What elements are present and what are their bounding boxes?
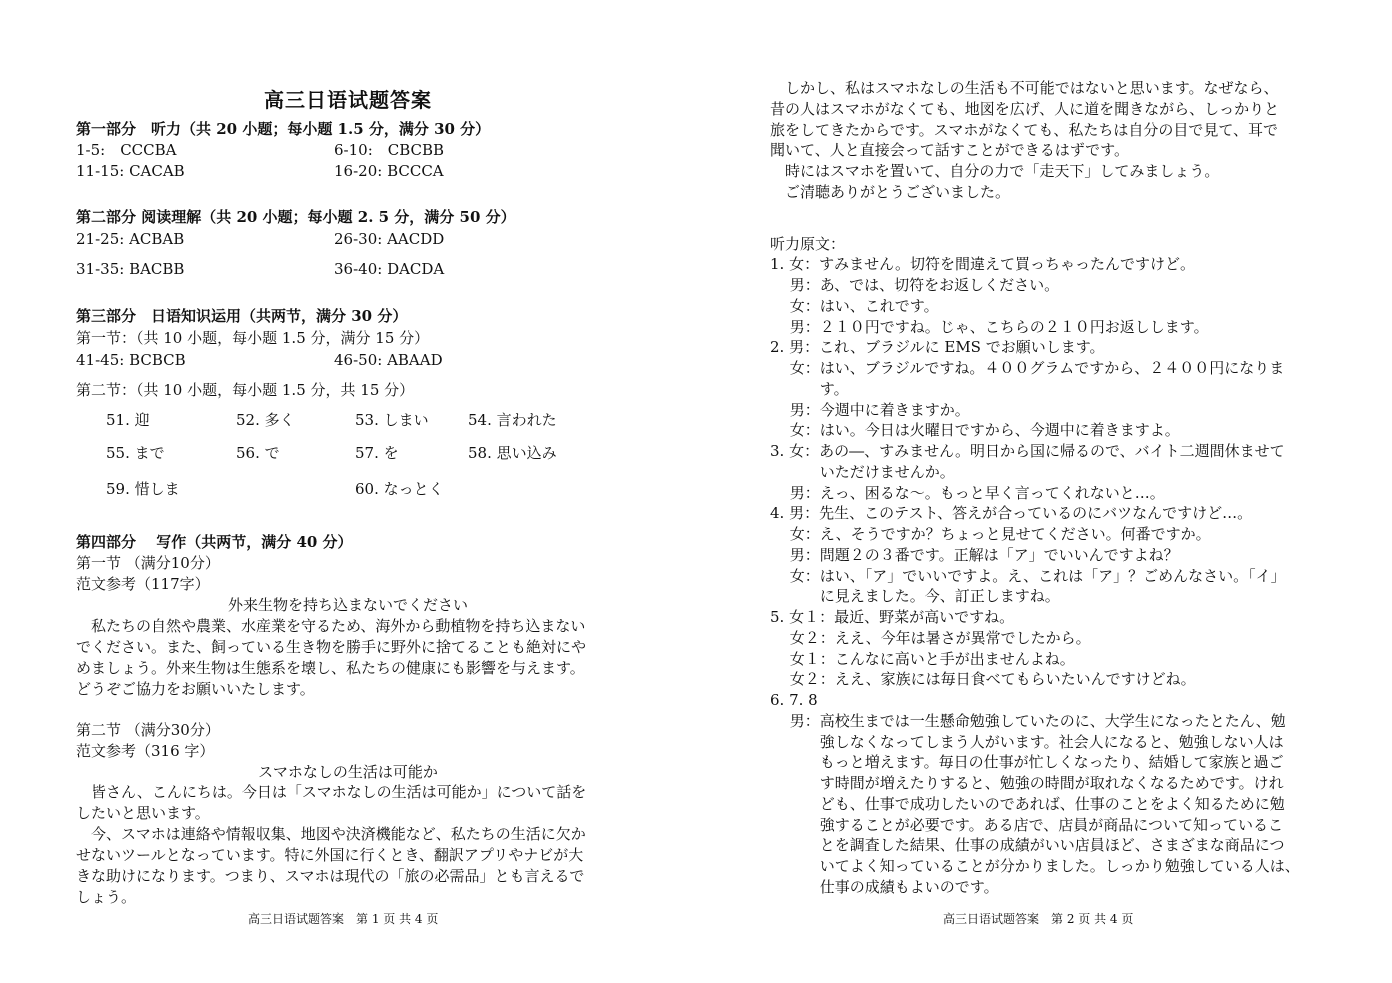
dialogue-line: 5. 女１：最近、野菜が高いですね。: [770, 608, 1015, 626]
essay2-continued-line: 旅をしてきたからです。スマホがなくても、私たちは自分の目で見て、耳で: [770, 121, 1279, 139]
essay2-continued-line: 聞いて、人と直接会って話すことができるはずです。: [770, 141, 1129, 159]
page-title: 高三日语试题答案: [264, 88, 432, 112]
answer-52: 52. 多く: [236, 411, 295, 429]
part4-section1-label: 第一节 （满分10分）: [76, 554, 220, 572]
dialogue-line: 仕事の成績もよいのです。: [770, 878, 999, 896]
part2-heading: 第二部分 阅读理解（共 20 小题；每小题 2. 5 分，满分 50 分）: [76, 208, 516, 226]
dialogue-line: 男：問題２の３番です。正解は「ア」でいいんですよね？: [770, 546, 1179, 564]
answer-53: 53. しまい: [355, 411, 429, 429]
dialogue-line: とを調査した結果、仕事の成績がいい店員ほど、さまざまな商品につ: [770, 836, 1285, 854]
answer-46-50: 46-50: ABAAD: [334, 351, 443, 369]
dialogue-line: に見えました。今、訂正しますね。: [770, 587, 1060, 605]
part3-heading: 第三部分 日语知识运用（共两节，满分 30 分）: [76, 307, 408, 325]
dialogue-line: 女：え、そうですか？ちょっと見せてください。何番ですか。: [770, 525, 1211, 543]
answer-51: 51. 迎: [106, 411, 150, 429]
essay2-continued-line: 時にはスマホを置いて、自分の力で「走天下」してみましょう。: [770, 162, 1220, 180]
essay1-line: どうぞご協力をお願いいたします。: [76, 680, 315, 698]
dialogue-line: す。: [770, 380, 849, 398]
part4-section2-ref: 范文参考（316 字）: [76, 742, 215, 760]
dialogue-line: 男：２１０円ですね。じゃ、こちらの２１０円お返しします。: [770, 318, 1209, 336]
essay1-line: 私たちの自然や農業、水産業を守るため、海外から動植物を持ち込まない: [76, 617, 586, 635]
essay1-line: めましょう。外来生物は生態系を壊し、私たちの健康にも影響を与えます。: [76, 659, 585, 677]
dialogue-line: 1. 女：すみません。切符を間違えて買っちゃったんですけど。: [770, 255, 1195, 273]
answer-6-10: 6-10: CBCBB: [334, 141, 445, 159]
answer-36-40: 36-40: DACDA: [334, 260, 445, 278]
dialogue-line: 3. 女：あの―、すみません。明日から国に帰るので、バイト二週間休ませて: [770, 442, 1285, 460]
part3-section2-label: 第二节：（共 10 小题，每小题 1.5 分，共 15 分）: [76, 381, 415, 399]
dialogue-line: 男：高校生までは一生懸命勉強していたのに、大学生になったとたん、勉: [770, 712, 1286, 730]
dialogue-line: ども、仕事で成功したいのであれば、仕事のことをよく知るために勉: [770, 795, 1285, 813]
answer-1-5: 1-5: CCCBA: [76, 141, 177, 159]
answer-16-20: 16-20: BCCCA: [334, 162, 444, 180]
essay2-title: スマホなしの生活は可能か: [258, 763, 438, 781]
essay2-continued-line: 昔の人はスマホがなくても、地図を広げ、人に道を聞きながら、しっかりと: [770, 100, 1280, 118]
answer-58: 58. 思い込み: [468, 444, 557, 462]
dialogue-line: 女１：こんなに高いと手が出ませんよね。: [770, 650, 1075, 668]
dialogue-line: 女：はい。今日は火曜日ですから、今週中に着きますよ。: [770, 421, 1180, 439]
dialogue-line: 女２：ええ、家族には毎日食べてもらいたいんですけどね。: [770, 670, 1196, 688]
answer-54: 54. 言われた: [468, 411, 557, 429]
dialogue-line: 女：はい、これです。: [770, 297, 939, 315]
essay2-line: きな助けになります。つまり、スマホは現代の「旅の必需品」とも言えるで: [76, 867, 585, 885]
essay2-continued-line: ご清聴ありがとうございました。: [770, 183, 1011, 201]
dialogue-line: 6. 7. 8: [770, 691, 818, 709]
essay2-line: したいと思います。: [76, 804, 210, 822]
dialogue-line: 男：あ、では、切符をお返しください。: [770, 276, 1060, 294]
answer-21-25: 21-25: ACBAB: [76, 230, 185, 248]
essay1-line: でください。また、飼っている生き物を勝手に野外に捨てることも絶対にや: [76, 638, 587, 656]
dialogue-line: 強しなくなってしまう人がいます。社会人になると、勉強しない人は: [770, 733, 1284, 751]
answer-26-30: 26-30: AACDD: [334, 230, 445, 248]
dialogue-line: す時間が増えたりすると、勉強の時間が取れなくなるためです。けれ: [770, 774, 1284, 792]
part4-section1-ref: 范文参考（117字）: [76, 575, 210, 593]
answer-31-35: 31-35: BACBB: [76, 260, 185, 278]
dialogue-line: 2. 男：これ、ブラジルに EMS でお願いします。: [770, 338, 1105, 356]
dialogue-line: 男：えっ、困るな～。もっと早く言ってくれないと…。: [770, 484, 1165, 502]
answer-59: 59. 惜しま: [106, 480, 180, 498]
dialogue-line: 女：はい、「ア」でいいですよ。え、これは「ア」？ごめんなさい。「イ」: [770, 567, 1286, 585]
dialogue-line: いただけませんか。: [770, 463, 955, 481]
essay2-line: 今、スマホは連絡や情報収集、地図や決済機能など、私たちの生活に欠か: [76, 825, 586, 843]
answer-41-45: 41-45: BCBCB: [76, 351, 186, 369]
dialogue-line: いてよく知っていることが分かりました。しっかり勉強している人は、: [770, 857, 1300, 875]
part3-section1-label: 第一节：（共 10 小题，每小题 1.5 分，满分 15 分）: [76, 329, 430, 347]
essay2-line: しょう。: [76, 888, 137, 906]
right-page: [696, 0, 1392, 983]
answer-11-15: 11-15: CACAB: [76, 162, 185, 180]
dialogue-line: 男：今週中に着きますか。: [770, 401, 970, 419]
answer-60: 60. なっとく: [355, 480, 444, 498]
answer-55: 55. まで: [106, 444, 165, 462]
answer-57: 57. を: [355, 444, 399, 462]
dialogue-line: もっと増えます。毎日の仕事が忙しくなったり、結婚して家族と過ご: [770, 753, 1284, 771]
dialogue-line: 強することが必要です。ある店で、店員が商品について知っているこ: [770, 816, 1283, 834]
page-footer: 高三日语试题答案 第 1 页 共 4 页: [248, 912, 439, 926]
part1-heading: 第一部分 听力（共 20 小题；每小题 1.5 分，满分 30 分）: [76, 120, 491, 138]
essay1-title: 外来生物を持ち込まないでください: [227, 596, 468, 614]
essay2-line: 皆さん、こんにちは。今日は「スマホなしの生活は可能か」について話を: [76, 783, 587, 801]
dialogue-line: 女：はい、ブラジルですね。４００グラムですから、２４００円になりま: [770, 359, 1285, 377]
answer-56: 56. で: [236, 444, 280, 462]
part4-heading: 第四部分 写作（共两节，满分 40 分）: [76, 533, 353, 551]
essay2-line: せないツールとなっています。特に外国に行くとき、翻訳アプリやナビが大: [76, 846, 584, 864]
dialogue-line: 女２：ええ、今年は暑さが異常でしたから。: [770, 629, 1091, 647]
page-footer: 高三日语试题答案 第 2 页 共 4 页: [943, 912, 1134, 926]
part4-section2-label: 第二节 （满分30分）: [76, 721, 220, 739]
essay2-continued-line: しかし、私はスマホなしの生活も不可能ではないと思います。なぜなら、: [770, 79, 1279, 97]
dialogue-line: 4. 男：先生、このテスト、答えが合っているのにバツなんですけど…。: [770, 504, 1253, 522]
listening-transcript-label: 听力原文：: [770, 235, 846, 253]
